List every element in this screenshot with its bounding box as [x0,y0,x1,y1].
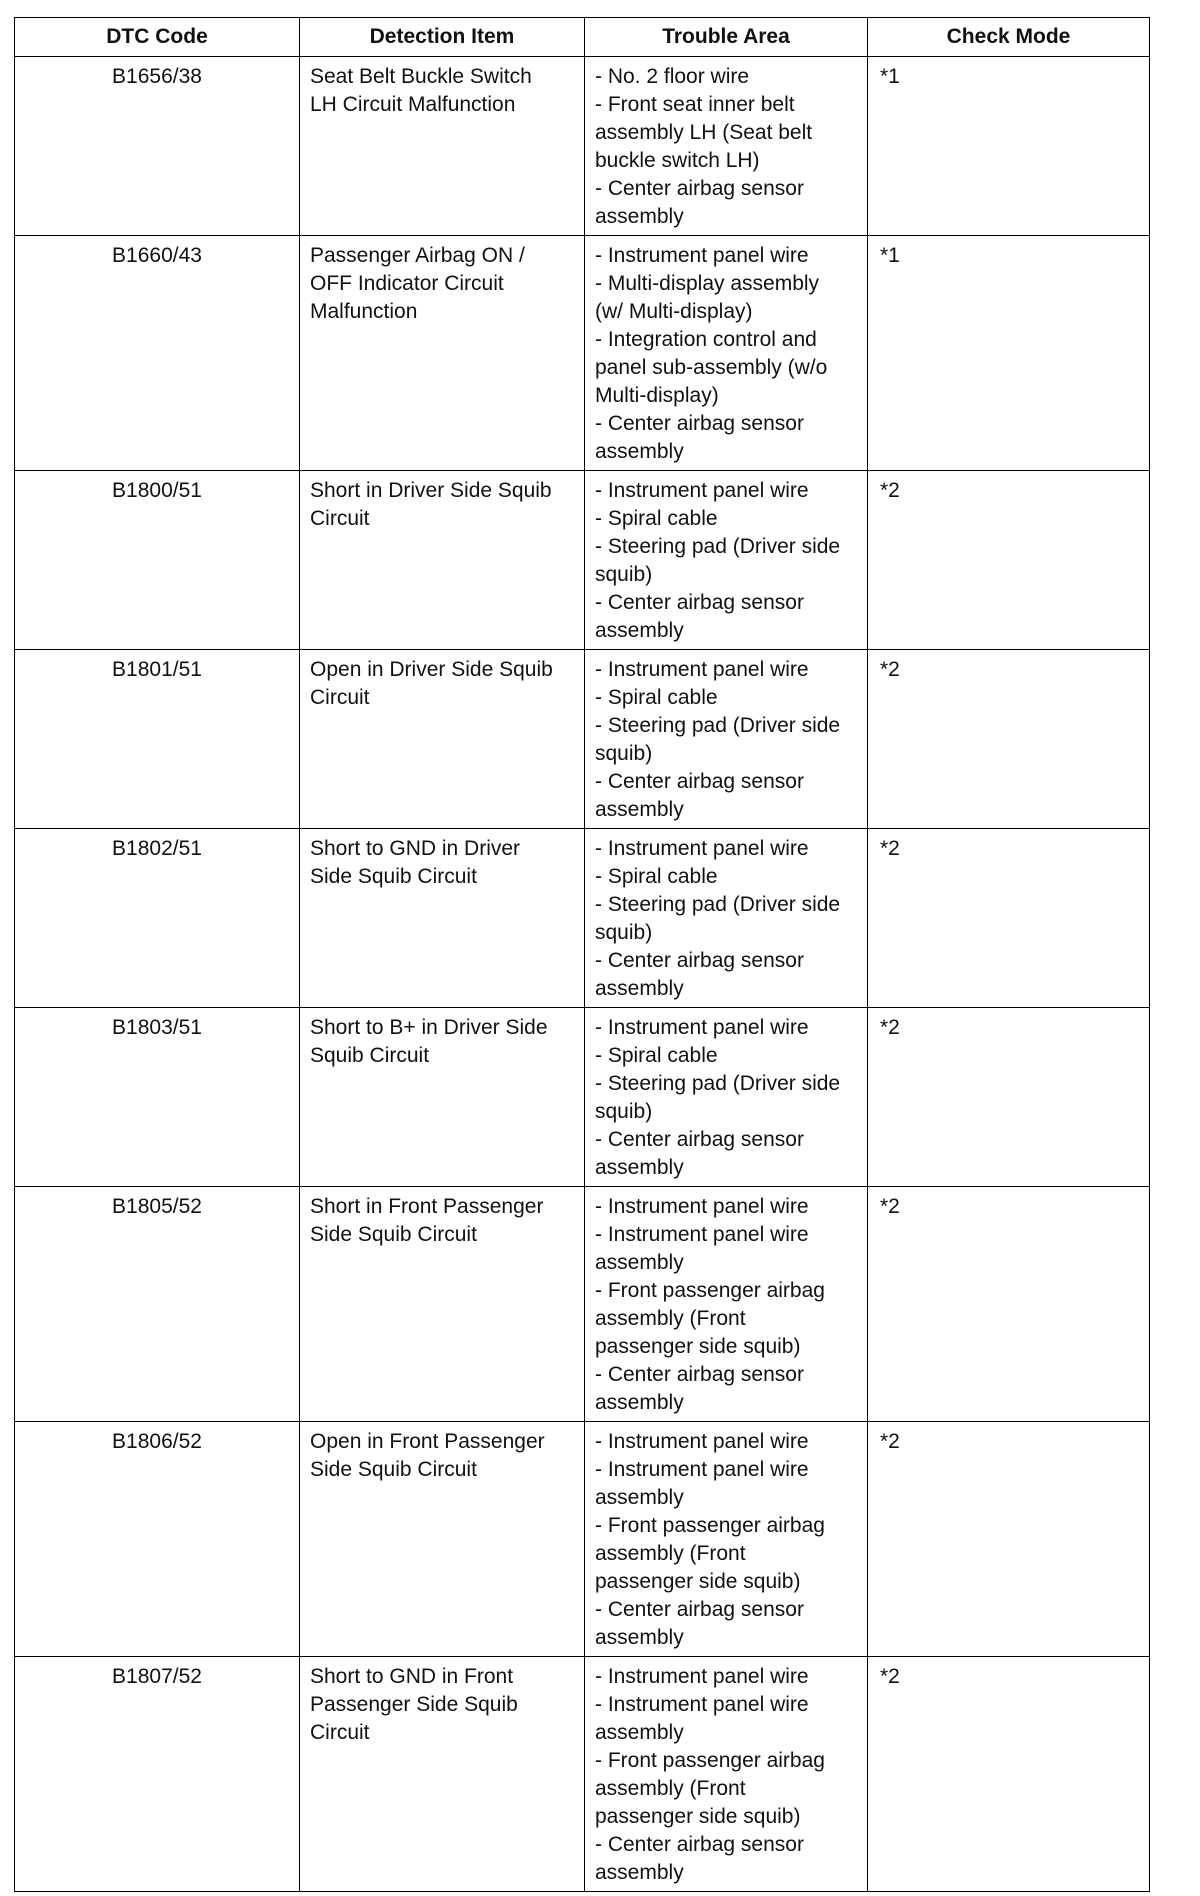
trouble-area-cell [585,1422,868,1657]
trouble-area-line: assembly [595,1721,684,1744]
trouble-area-line: - Steering pad (Driver side [595,535,841,558]
trouble-area-line: - Instrument panel wire [595,1458,809,1481]
detection-item-line: Open in Driver Side Squib [310,658,553,681]
dtc-code-cell [15,1422,300,1657]
table-row [15,1008,1150,1187]
table-row [15,1187,1150,1422]
trouble-area-line: assembly [595,1486,684,1509]
table-row [15,1422,1150,1657]
trouble-area-line: assembly LH (Seat belt [595,121,813,144]
detection-item-cell [300,236,585,471]
detection-item-cell [300,1422,585,1657]
trouble-area-line: (w/ Multi-display) [595,300,753,323]
trouble-area-line: - Center airbag sensor [595,949,804,972]
table-row [15,1657,1150,1892]
trouble-area-line: - Center airbag sensor [595,1128,804,1151]
trouble-area-line: Multi-display) [595,384,719,407]
detection-item-cell [300,1657,585,1892]
detection-item-cell [300,1008,585,1187]
check-mode: *2 [880,658,900,681]
trouble-area-line: assembly [595,1861,684,1884]
trouble-area-cell [585,1008,868,1187]
check-mode-cell [868,829,1150,1008]
detection-item-line: Seat Belt Buckle Switch [310,65,532,88]
trouble-area-line: - Center airbag sensor [595,1363,804,1386]
trouble-area-line: - Steering pad (Driver side [595,893,841,916]
detection-item-line: Passenger Side Squib [310,1693,518,1716]
trouble-area-cell [585,829,868,1008]
trouble-area-line: - Front seat inner belt [595,93,795,116]
trouble-area-line: passenger side squib) [595,1805,801,1828]
dtc-code-cell [15,471,300,650]
trouble-area-line: assembly [595,205,684,228]
detection-item-line: OFF Indicator Circuit [310,272,504,295]
trouble-area-line: - Instrument panel wire [595,1016,809,1039]
trouble-area-line: - No. 2 floor wire [595,65,750,88]
dtc-code-cell [15,829,300,1008]
trouble-area-line: - Center airbag sensor [595,1833,804,1856]
trouble-area-line: squib) [595,1100,653,1123]
detection-item-line: Circuit [310,1721,370,1744]
detection-item-cell [300,1187,585,1422]
trouble-area-line: - Instrument panel wire [595,1195,809,1218]
detection-item-line: Side Squib Circuit [310,1223,477,1246]
detection-item-cell [300,471,585,650]
trouble-area-line: - Multi-display assembly [595,272,820,295]
trouble-area-line: buckle switch LH) [595,149,760,172]
detection-item-line: Side Squib Circuit [310,865,477,888]
dtc-code-cell [15,650,300,829]
check-mode: *2 [880,1665,900,1688]
header-row [15,18,1150,57]
trouble-area-cell [585,1187,868,1422]
trouble-area-line: assembly [595,1626,684,1649]
dtc-code-cell [15,1187,300,1422]
trouble-area-line: assembly [595,1391,684,1414]
check-mode: *2 [880,479,900,502]
trouble-area-line: - Instrument panel wire [595,1693,809,1716]
trouble-area-line: assembly [595,1251,684,1274]
trouble-area-cell [585,471,868,650]
trouble-area-line: assembly [595,619,684,642]
trouble-area-line: - Instrument panel wire [595,1430,809,1453]
trouble-area-line: - Integration control and [595,328,817,351]
check-mode: *1 [880,65,900,88]
header-trouble-area: Trouble Area [585,18,868,57]
trouble-area-line: assembly [595,440,684,463]
dtc-code: B1656/38 [112,65,202,88]
trouble-area-line: - Spiral cable [595,686,718,709]
detection-item-line: Side Squib Circuit [310,1458,477,1481]
detection-item-line: Open in Front Passenger [310,1430,545,1453]
dtc-code: B1800/51 [112,479,202,502]
trouble-area-line: - Center airbag sensor [595,177,804,200]
detection-item-line: Circuit [310,507,370,530]
trouble-area-line: squib) [595,742,653,765]
trouble-area-line: - Instrument panel wire [595,837,809,860]
check-mode: *2 [880,1195,900,1218]
detection-item-line: Short in Front Passenger [310,1195,544,1218]
table-row [15,57,1150,236]
table-header [15,18,1150,57]
trouble-area-line: - Center airbag sensor [595,770,804,793]
trouble-area-line: panel sub-assembly (w/o [595,356,828,379]
detection-item-line: Short in Driver Side Squib [310,479,552,502]
check-mode-cell [868,650,1150,829]
check-mode-cell [868,1657,1150,1892]
detection-item-cell [300,829,585,1008]
trouble-area-line: - Spiral cable [595,1044,718,1067]
detection-item-line: LH Circuit Malfunction [310,93,516,116]
detection-item-cell [300,57,585,236]
trouble-area-line: - Spiral cable [595,865,718,888]
trouble-area-line: - Center airbag sensor [595,412,804,435]
dtc-code-cell [15,236,300,471]
trouble-area-line: assembly [595,798,684,821]
trouble-area-line: - Instrument panel wire [595,479,809,502]
detection-item-line: Malfunction [310,300,418,323]
trouble-area-line: - Spiral cable [595,507,718,530]
dtc-code-cell [15,1008,300,1187]
table-row [15,829,1150,1008]
trouble-area-line: - Instrument panel wire [595,244,809,267]
check-mode: *2 [880,1016,900,1039]
header-detection-item: Detection Item [300,18,585,57]
detection-item-line: Passenger Airbag ON / [310,244,525,267]
check-mode-cell [868,1187,1150,1422]
dtc-code: B1805/52 [112,1195,202,1218]
detection-item-line: Circuit [310,686,370,709]
dtc-code: B1802/51 [112,837,202,860]
dtc-code: B1660/43 [112,244,202,267]
trouble-area-line: - Center airbag sensor [595,1598,804,1621]
check-mode: *2 [880,837,900,860]
detection-item-line: Squib Circuit [310,1044,430,1067]
table-body [15,57,1150,1892]
trouble-area-line: passenger side squib) [595,1570,801,1593]
trouble-area-line: assembly (Front [595,1542,746,1565]
trouble-area-line: - Steering pad (Driver side [595,714,841,737]
trouble-area-line: passenger side squib) [595,1335,801,1358]
check-mode-cell [868,1008,1150,1187]
trouble-area-line: - Instrument panel wire [595,1665,809,1688]
trouble-area-line: assembly [595,1156,684,1179]
trouble-area-line: assembly [595,977,684,1000]
trouble-area-line: squib) [595,921,653,944]
trouble-area-line: assembly (Front [595,1307,746,1330]
trouble-area-cell [585,1657,868,1892]
detection-item-line: Short to GND in Driver [310,837,521,860]
trouble-area-line: squib) [595,563,653,586]
dtc-code: B1803/51 [112,1016,202,1039]
table-row [15,471,1150,650]
dtc-code: B1807/52 [112,1665,202,1688]
trouble-area-cell [585,57,868,236]
check-mode-cell [868,57,1150,236]
dtc-code: B1806/52 [112,1430,202,1453]
trouble-area-line: - Front passenger airbag [595,1749,825,1772]
dtc-code: B1801/51 [112,658,202,681]
check-mode-cell [868,236,1150,471]
dtc-code-cell [15,1657,300,1892]
header-check-mode: Check Mode [868,18,1150,57]
dtc-code-cell [15,57,300,236]
trouble-area-cell [585,236,868,471]
detection-item-cell [300,650,585,829]
trouble-area-cell [585,650,868,829]
trouble-area-line: - Instrument panel wire [595,1223,809,1246]
trouble-area-line: - Front passenger airbag [595,1279,825,1302]
dtc-table [14,17,1150,1892]
header-dtc-code: DTC Code [15,18,300,57]
table-row [15,236,1150,471]
check-mode-cell [868,1422,1150,1657]
trouble-area-line: - Center airbag sensor [595,591,804,614]
table-row [15,650,1150,829]
check-mode: *2 [880,1430,900,1453]
check-mode-cell [868,471,1150,650]
trouble-area-line: - Front passenger airbag [595,1514,825,1537]
check-mode: *1 [880,244,900,267]
detection-item-line: Short to GND in Front [310,1665,514,1688]
detection-item-line: Short to B+ in Driver Side [310,1016,548,1039]
trouble-area-line: - Instrument panel wire [595,658,809,681]
trouble-area-line: - Steering pad (Driver side [595,1072,841,1095]
trouble-area-line: assembly (Front [595,1777,746,1800]
